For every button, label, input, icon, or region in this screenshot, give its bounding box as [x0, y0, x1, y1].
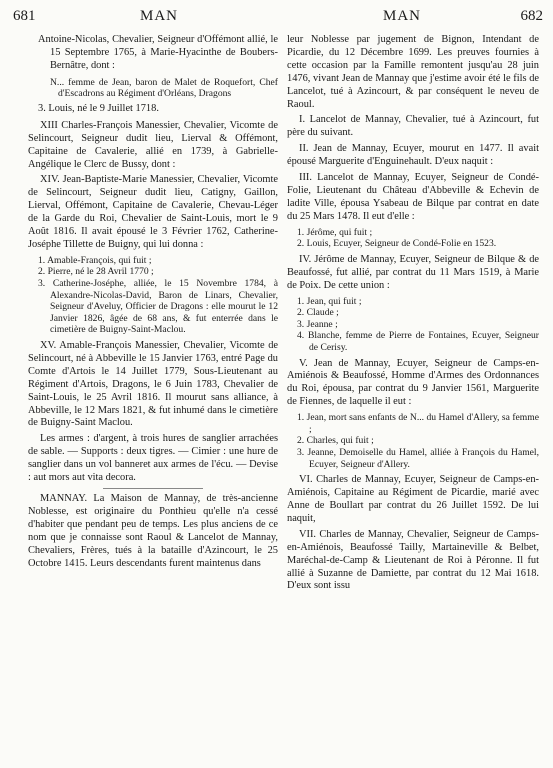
list-item: 2. Claude ;	[297, 307, 339, 319]
paragraph-xiv: XIV. Jean-Baptiste-Marie Manessier, Chevalier, Vicomte de Selincourt, Seigneur dudit lieu, Catigny, Gaillon, Lierval, Offémont, Capitaine de Cavalerie, Chevau-Léger de la Garde du Roi, Chevalier de Saint-Louis, mort le 9 Août 1816. Il avait épousé le 3 Février 1762, Catherine-Joséphe Tillette de Buigny, qui lui donna :	[28, 174, 278, 250]
paragraph-iii: III. Lancelot de Mannay, Ecuyer, Seigneur de Condé-Folie, Lieutenant du Château d'Abbeville & Echevin de ladite Ville, épousa Ysabeau de Bilque par contrat en date du 25 Mars 1478. Il eut d'elle :	[287, 172, 539, 222]
list-item: 2. Charles, qui fuit ;	[297, 435, 374, 447]
paragraph-vi: VI. Charles de Mannay, Ecuyer, Seigneur de Camps-en-Amiénois, Capitaine au Régiment de Picardie, marié avec Anne de Boullart par contrat du 26 Juillet 1592. De lui naquit,	[287, 474, 539, 524]
list-subentry: N... femme de Jean, baron de Malet de Roquefort, Chef d'Escadrons au Régiment d'Orléans, Dragons	[50, 76, 278, 100]
paragraph-i: I. Lancelot de Mannay, Chevalier, tué à Azincourt, fut père du suivant.	[287, 114, 539, 139]
list-item: 1. Jean, mort sans enfants de N... du Hamel d'Allery, sa femme ;	[297, 412, 539, 435]
list-item: Antoine-Nicolas, Chevalier, Seigneur d'Offémont allié, le 15 Septembre 1765, à Marie-Hyacinthe de Boubers-Bernâtre, dont :	[38, 34, 278, 71]
right-column	[287, 34, 539, 596]
paragraph-armes: Les armes : d'argent, à trois hures de sanglier arrachées de sable. — Supports : deux tigres. — Cimier : une hure de sanglier dans un vol banneret aux armes de l'écu. — Devise : aut mors aut vita decora.	[28, 433, 278, 484]
list-item: 3. Jeanne, Demoiselle du Hamel, alliée à François du Hamel, Ecuyer, Seigneur d'Allery.	[297, 446, 539, 470]
paragraph-vii: VII. Charles de Mannay, Chevalier, Seigneur de Camps-en-Amiénois, Beaufossé Tailly, Martaineville & Belbet, Maréchal-de-Camp & Lieutenant de Roi à Péronne. Il fut allié à Suzanne de Damiette, par contrat du 12 Mai 1618. D'eux sont issu	[287, 528, 539, 592]
paragraph-ii: II. Jean de Mannay, Ecuyer, mourut en 1477. Il avait épousé Marguerite d'Enguinehault. D'eux naquit :	[287, 143, 539, 168]
right-running-head: MAN	[383, 8, 422, 24]
section-divider	[103, 488, 203, 489]
children-list-1	[28, 34, 278, 73]
paragraph-xv: XV. Amable-François Manessier, Chevalier, Vicomte de Selincourt, né à Abbeville le 15 Janvier 1763, entré Page du Comte d'Artois le 14 Juillet 1779, Sous-Lieutenant au Régiment d'Artois, Dragons, le 6 Juin 1783, Chevalier de Saint-Louis, le 25 Avril 1816. Il mourut sans alliance, à Abbeville, le 12 Mars 1821, & fut inhumé dans le cimetière de Buigny-Saint Maclou.	[28, 340, 278, 429]
list-item: 3. Louis, né le 9 Juillet 1718.	[38, 102, 159, 114]
children-list-4	[287, 296, 539, 354]
list-item: 3. Jeanne ;	[297, 318, 338, 330]
list-item: 4. Blanche, femme de Pierre de Fontaines, Ecuyer, Seigneur de Cerisy.	[297, 330, 539, 353]
paragraph-mannay: MANNAY. La Maison de Mannay, de très-ancienne Noblesse, est originaire du Ponthieu qu'elle n'a cessé d'habiter que pendant peu de temps. Les plus anciens de ce nom que je connaisse sont Raoul & Lancelot de Mannay, Chevaliers, Frères, tués à la bataille d'Azincourt, le 25 Octobre 1415. Leurs descendants furent maintenus dans	[28, 493, 278, 569]
list-item: 2. Louis, Ecuyer, Seigneur de Condé-Folie en 1523.	[297, 238, 497, 250]
left-column	[28, 34, 278, 573]
paragraph-intro: leur Noblesse par jugement de Bignon, Intendant de Picardie, du 12 Décembre 1699. Les preuves fournies à cette occasion par la Famille remontent jusqu'au 28 juin 1476, vivant Jean de Mannay que j'estime avoir été le fils de Lancelot, tué à Azincourt, & par conséquent le neveu de Raoul.	[287, 34, 539, 110]
right-page-number: 682	[520, 8, 543, 24]
paragraph-xiii: XIII Charles-François Manessier, Chevalier, Vicomte de Selincourt, Seigneur dudit lieu, Lierval & Offémont, Capitaine de Cavalerie, allié en 1739, à Gabrielle-Angélique le Clerc de Bussy, dont :	[28, 119, 278, 170]
list-item: 3. Catherine-Joséphe, alliée, le 15 Novembre 1784, à Alexandre-Nicolas-David, Baron de Linars, Chevalier, Seigneur d'Aveluy, Officier de Dragons : elle mourut le 12 Janvier 1826, âgée de 68 ans, & fut enterrée dans le cimetière de Buigny-Saint-Maclou.	[38, 278, 278, 336]
children-list-2	[28, 255, 278, 336]
children-list-5	[287, 412, 539, 470]
list-item: 1. Jérôme, qui fuit ;	[297, 226, 373, 238]
page-header	[0, 0, 553, 32]
list-item: 1. Amable-François, qui fuit ;	[38, 254, 152, 266]
list-item: 2. Pierre, né le 28 Avril 1770 ;	[38, 266, 154, 278]
left-page-number: 681	[13, 8, 36, 24]
children-list-3	[287, 227, 539, 250]
list-item: 1. Jean, qui fuit ;	[297, 295, 362, 307]
paragraph-iv: IV. Jérôme de Mannay, Ecuyer, Seigneur de Bilque & de Beaufossé, fut allié, par contrat du 11 Mars 1519, à Marie de Poix. De cette union :	[287, 253, 539, 291]
children-list-1b	[28, 103, 278, 116]
paragraph-v: V. Jean de Mannay, Ecuyer, Seigneur de Camps-en-Amiénois & Beaufossé, Homme d'Armes des Ordonnances du Roi, épousa, par contrat du 9 Janvier 1561, Marguerite de Fiennes, de laquelle il eut :	[287, 357, 539, 408]
left-running-head: MAN	[140, 8, 179, 24]
